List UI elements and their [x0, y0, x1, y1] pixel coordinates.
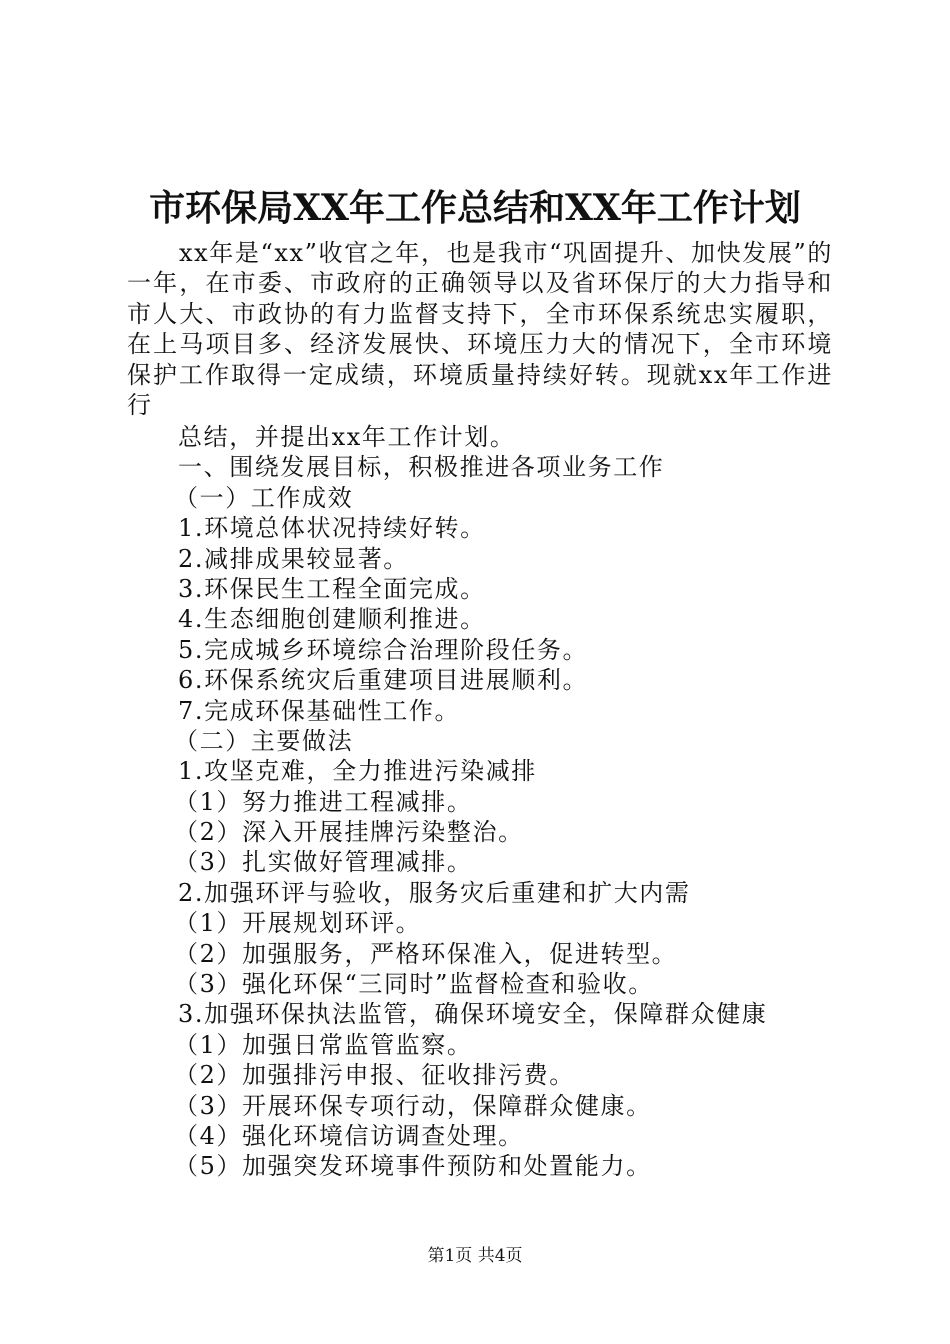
list-item: 4.生态细胞创建顺利推进。 — [178, 605, 486, 634]
intro-paragraph: xx年是“xx”收官之年，也是我市“巩固提升、加快发展”的一年，在市委、市政府的正确领导以及省环保厅的大力指导和市人大、市政协的有力监督支持下，全市环保系统忠实履职，在上马项目多、经济发展快、环境压力大的情况下，全市环境保护工作取得一定成绩，环境质量持续好转。现就xx年工作进行 — [127, 239, 833, 420]
document-title: 市环保局XX年工作总结和XX年工作计划 — [149, 187, 801, 229]
list-item: 6.环保系统灾后重建项目进展顺利。 — [178, 666, 589, 695]
body-lines — [174, 422, 858, 1182]
page-number: 第1页 共4页 — [427, 1246, 523, 1266]
subsection-heading: （一）工作成效 — [174, 483, 354, 512]
sub-list-item: （2）加强服务，严格环保准入，促进转型。 — [174, 939, 678, 968]
list-item: 1.环境总体状况持续好转。 — [178, 514, 486, 543]
sub-list-item: （2）加强排污申报、征收排污费。 — [174, 1061, 575, 1090]
list-item: 3.环保民生工程全面完成。 — [178, 574, 486, 603]
list-item: 7.完成环保基础性工作。 — [178, 696, 461, 725]
sub-list-item: （1）努力推进工程减排。 — [174, 787, 473, 816]
sub-list-item: （5）加强突发环境事件预防和处置能力。 — [174, 1152, 652, 1181]
body-line: 总结，并提出xx年工作计划。 — [178, 423, 516, 451]
sub-list-item: （4）强化环境信访调查处理。 — [174, 1121, 524, 1150]
sub-list-item: （2）深入开展挂牌污染整治。 — [174, 818, 524, 847]
sub-list-item: （3）扎实做好管理减排。 — [174, 848, 473, 877]
subsection-heading: （二）主要做法 — [174, 726, 354, 755]
list-item: 5.完成城乡环境综合治理阶段任务。 — [178, 635, 589, 664]
list-item: 2.减排成果较显著。 — [178, 544, 409, 573]
list-item: 3.加强环保执法监管，确保环境安全，保障群众健康 — [178, 1000, 768, 1029]
sub-list-item: （3）强化环保“三同时”监督检查和验收。 — [174, 970, 654, 999]
list-item: 2.加强环评与验收，服务灾后重建和扩大内需 — [178, 878, 691, 907]
sub-list-item: （1）加强日常监管监察。 — [174, 1030, 473, 1059]
section-heading: 一、围绕发展目标，积极推进各项业务工作 — [178, 453, 665, 482]
sub-list-item: （1）开展规划环评。 — [174, 909, 422, 938]
sub-list-item: （3）开展环保专项行动，保障群众健康。 — [174, 1091, 652, 1120]
list-item: 1.攻坚克难，全力推进污染减排 — [178, 757, 537, 786]
